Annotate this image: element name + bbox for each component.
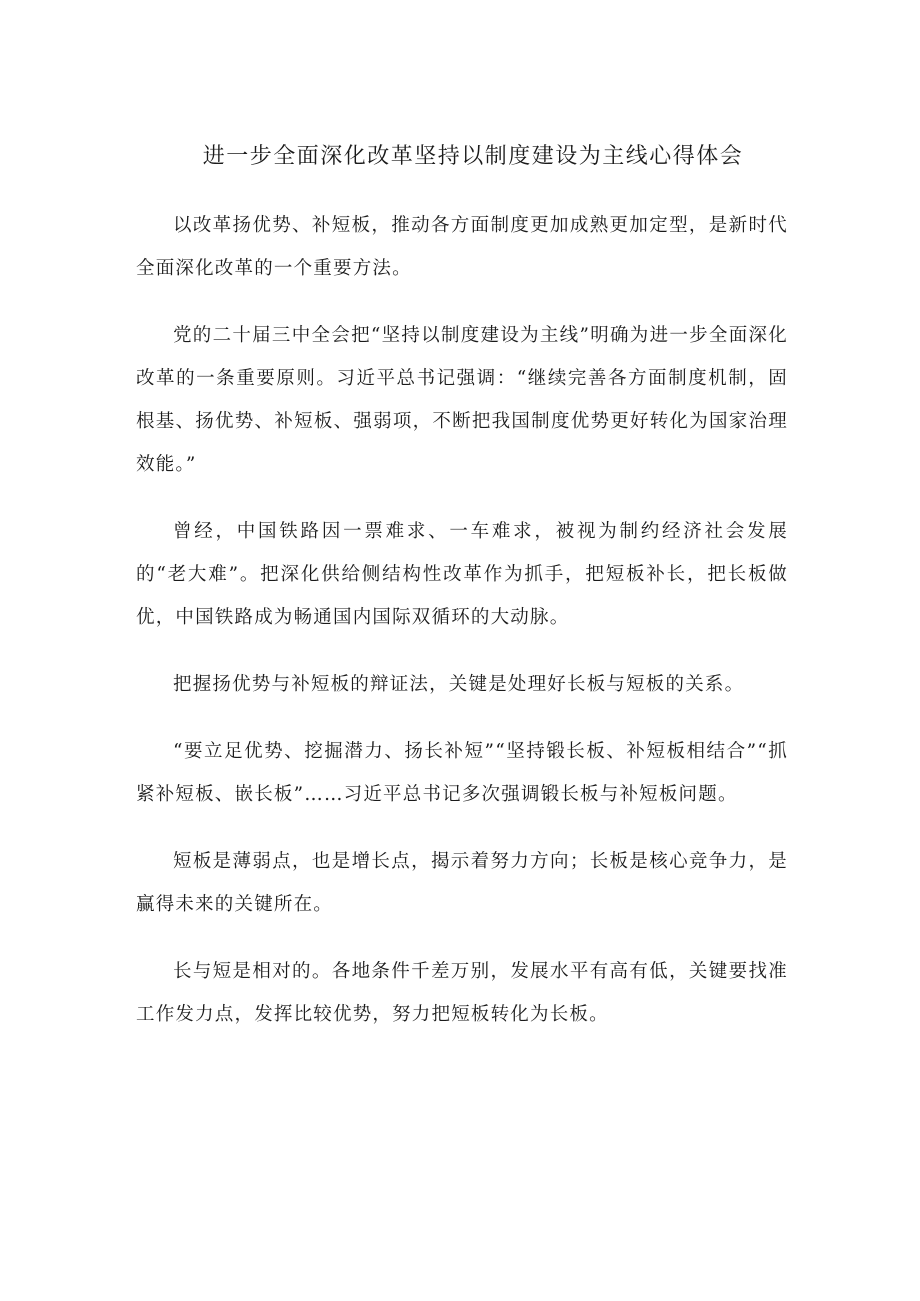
paragraph-2: 党的二十届三中全会把“坚持以制度建设为主线”明确为进一步全面深化改革的一条重要原则。习近平总书记强调：“继续完善各方面制度机制，固根基、扬优势、补短板、强弱项，不断把我国制度优势更好转化为国家治理效能。” <box>136 325 788 475</box>
paragraph-1: 以改革扬优势、补短板，推动各方面制度更加成熟更加定型，是新时代全面深化改革的一个重要方法。 <box>136 215 788 279</box>
paragraph-3: 曾经，中国铁路因一票难求、一车难求，被视为制约经济社会发展的“老大难”。把深化供给侧结构性改革作为抓手，把短板补长，把长板做优，中国铁路成为畅通国内国际双循环的大动脉。 <box>136 521 788 628</box>
paragraph-7: 长与短是相对的。各地条件千差万别，发展水平有高有低，关键要找准工作发力点，发挥比较优势，努力把短板转化为长板。 <box>136 961 788 1025</box>
paragraph-4: 把握扬优势与补短板的辩证法，关键是处理好长板与短板的关系。 <box>173 674 745 695</box>
paragraph-5: “要立足优势、挖掘潜力、扬长补短”“坚持锻长板、补短板相结合”“抓紧补短板、嵌长板”……习近平总书记多次强调锻长板与补短板问题。 <box>136 741 788 805</box>
document-title: 进一步全面深化改革坚持以制度建设为主线心得体会 <box>202 144 744 169</box>
paragraph-6: 短板是薄弱点，也是增长点，揭示着努力方向；长板是核心竞争力，是赢得未来的关键所在。 <box>136 851 788 915</box>
